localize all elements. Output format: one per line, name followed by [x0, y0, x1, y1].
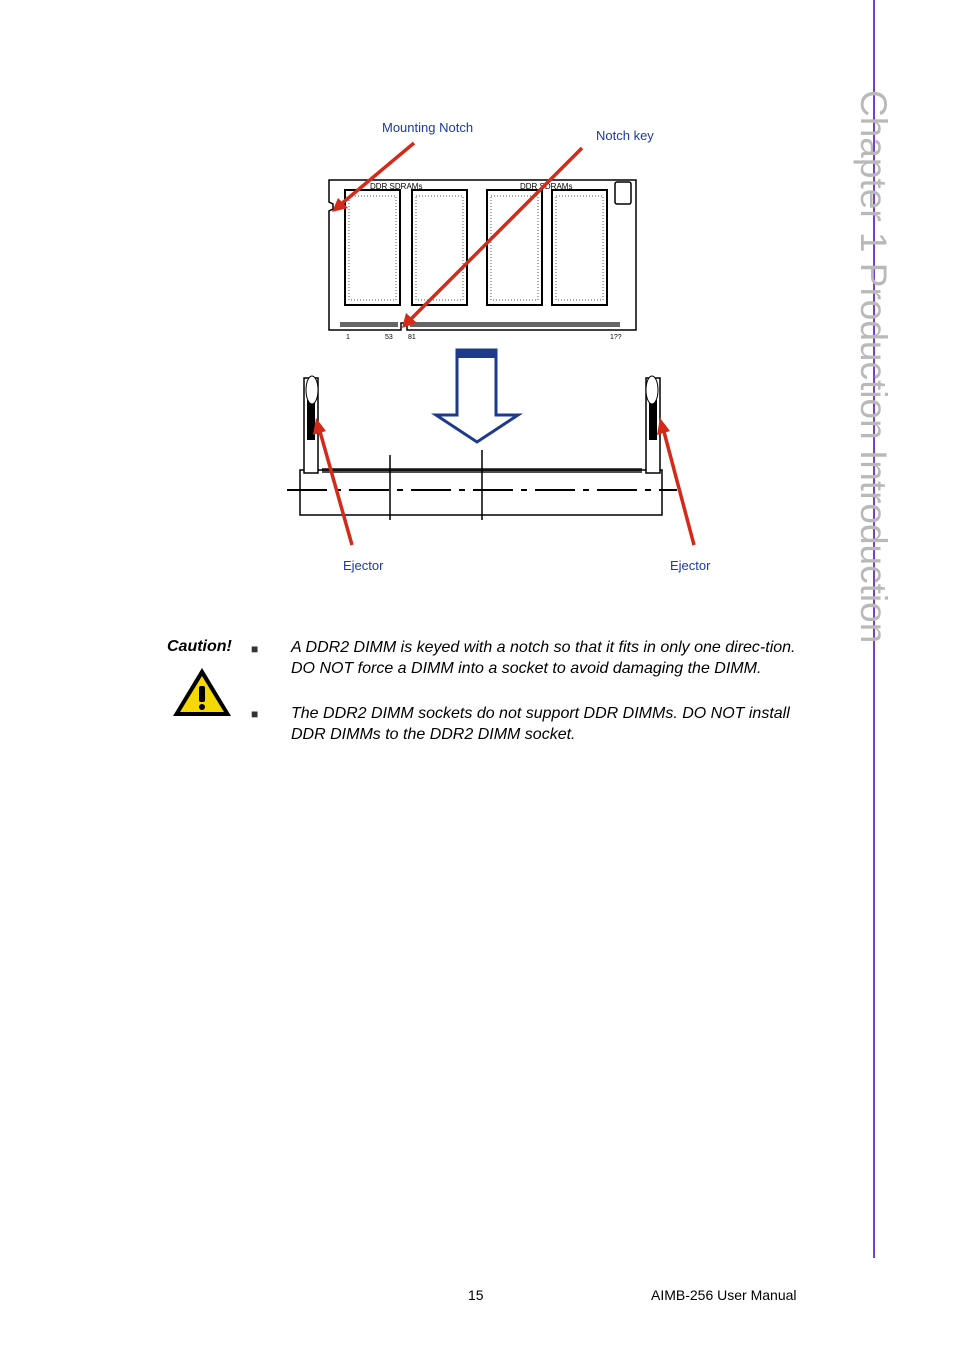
- dimm-installation-diagram: [282, 110, 728, 595]
- caution-item: A DDR2 DIMM is keyed with a notch so that it fits in only one direc-tion. DO NOT force a DIMM into a socket to avoid damaging the DIMM.: [291, 639, 796, 677]
- bullet-icon: ■: [251, 707, 259, 721]
- page-number: 15: [468, 1287, 484, 1303]
- chapter-sidebar: [853, 90, 948, 660]
- dimm-chip: [345, 190, 400, 305]
- pin-label: 1: [346, 334, 350, 341]
- down-arrow-icon: [436, 350, 518, 442]
- dimm-chip: [552, 190, 607, 305]
- chapter-title: Chapter 1 Production Introduction: [853, 90, 894, 644]
- ejector-label-left: Ejector: [343, 558, 384, 573]
- manual-title: AIMB-256 User Manual: [651, 1287, 797, 1303]
- dimm-socket: [300, 470, 662, 515]
- pin-label: 81: [408, 334, 416, 341]
- warning-icon: [171, 666, 233, 718]
- caution-label: Caution!: [167, 638, 232, 655]
- pin-label: 53: [385, 334, 393, 341]
- chip-label-right: DDR SDRAMs: [520, 182, 573, 191]
- chip-label-left: DDR SDRAMs: [370, 182, 423, 191]
- caution-item: The DDR2 DIMM sockets do not support DDR DIMMs. DO NOT install DDR DIMMs to the DDR2 DIMM socket.: [291, 705, 790, 743]
- ejector-label-right: Ejector: [670, 558, 711, 573]
- pin-label: 1??: [610, 334, 622, 341]
- dimm-chip: [487, 190, 542, 305]
- notch-key-label: Notch key: [596, 128, 654, 143]
- bullet-icon: ■: [251, 642, 259, 656]
- mounting-notch-label: Mounting Notch: [382, 120, 474, 135]
- dimm-chip: [412, 190, 467, 305]
